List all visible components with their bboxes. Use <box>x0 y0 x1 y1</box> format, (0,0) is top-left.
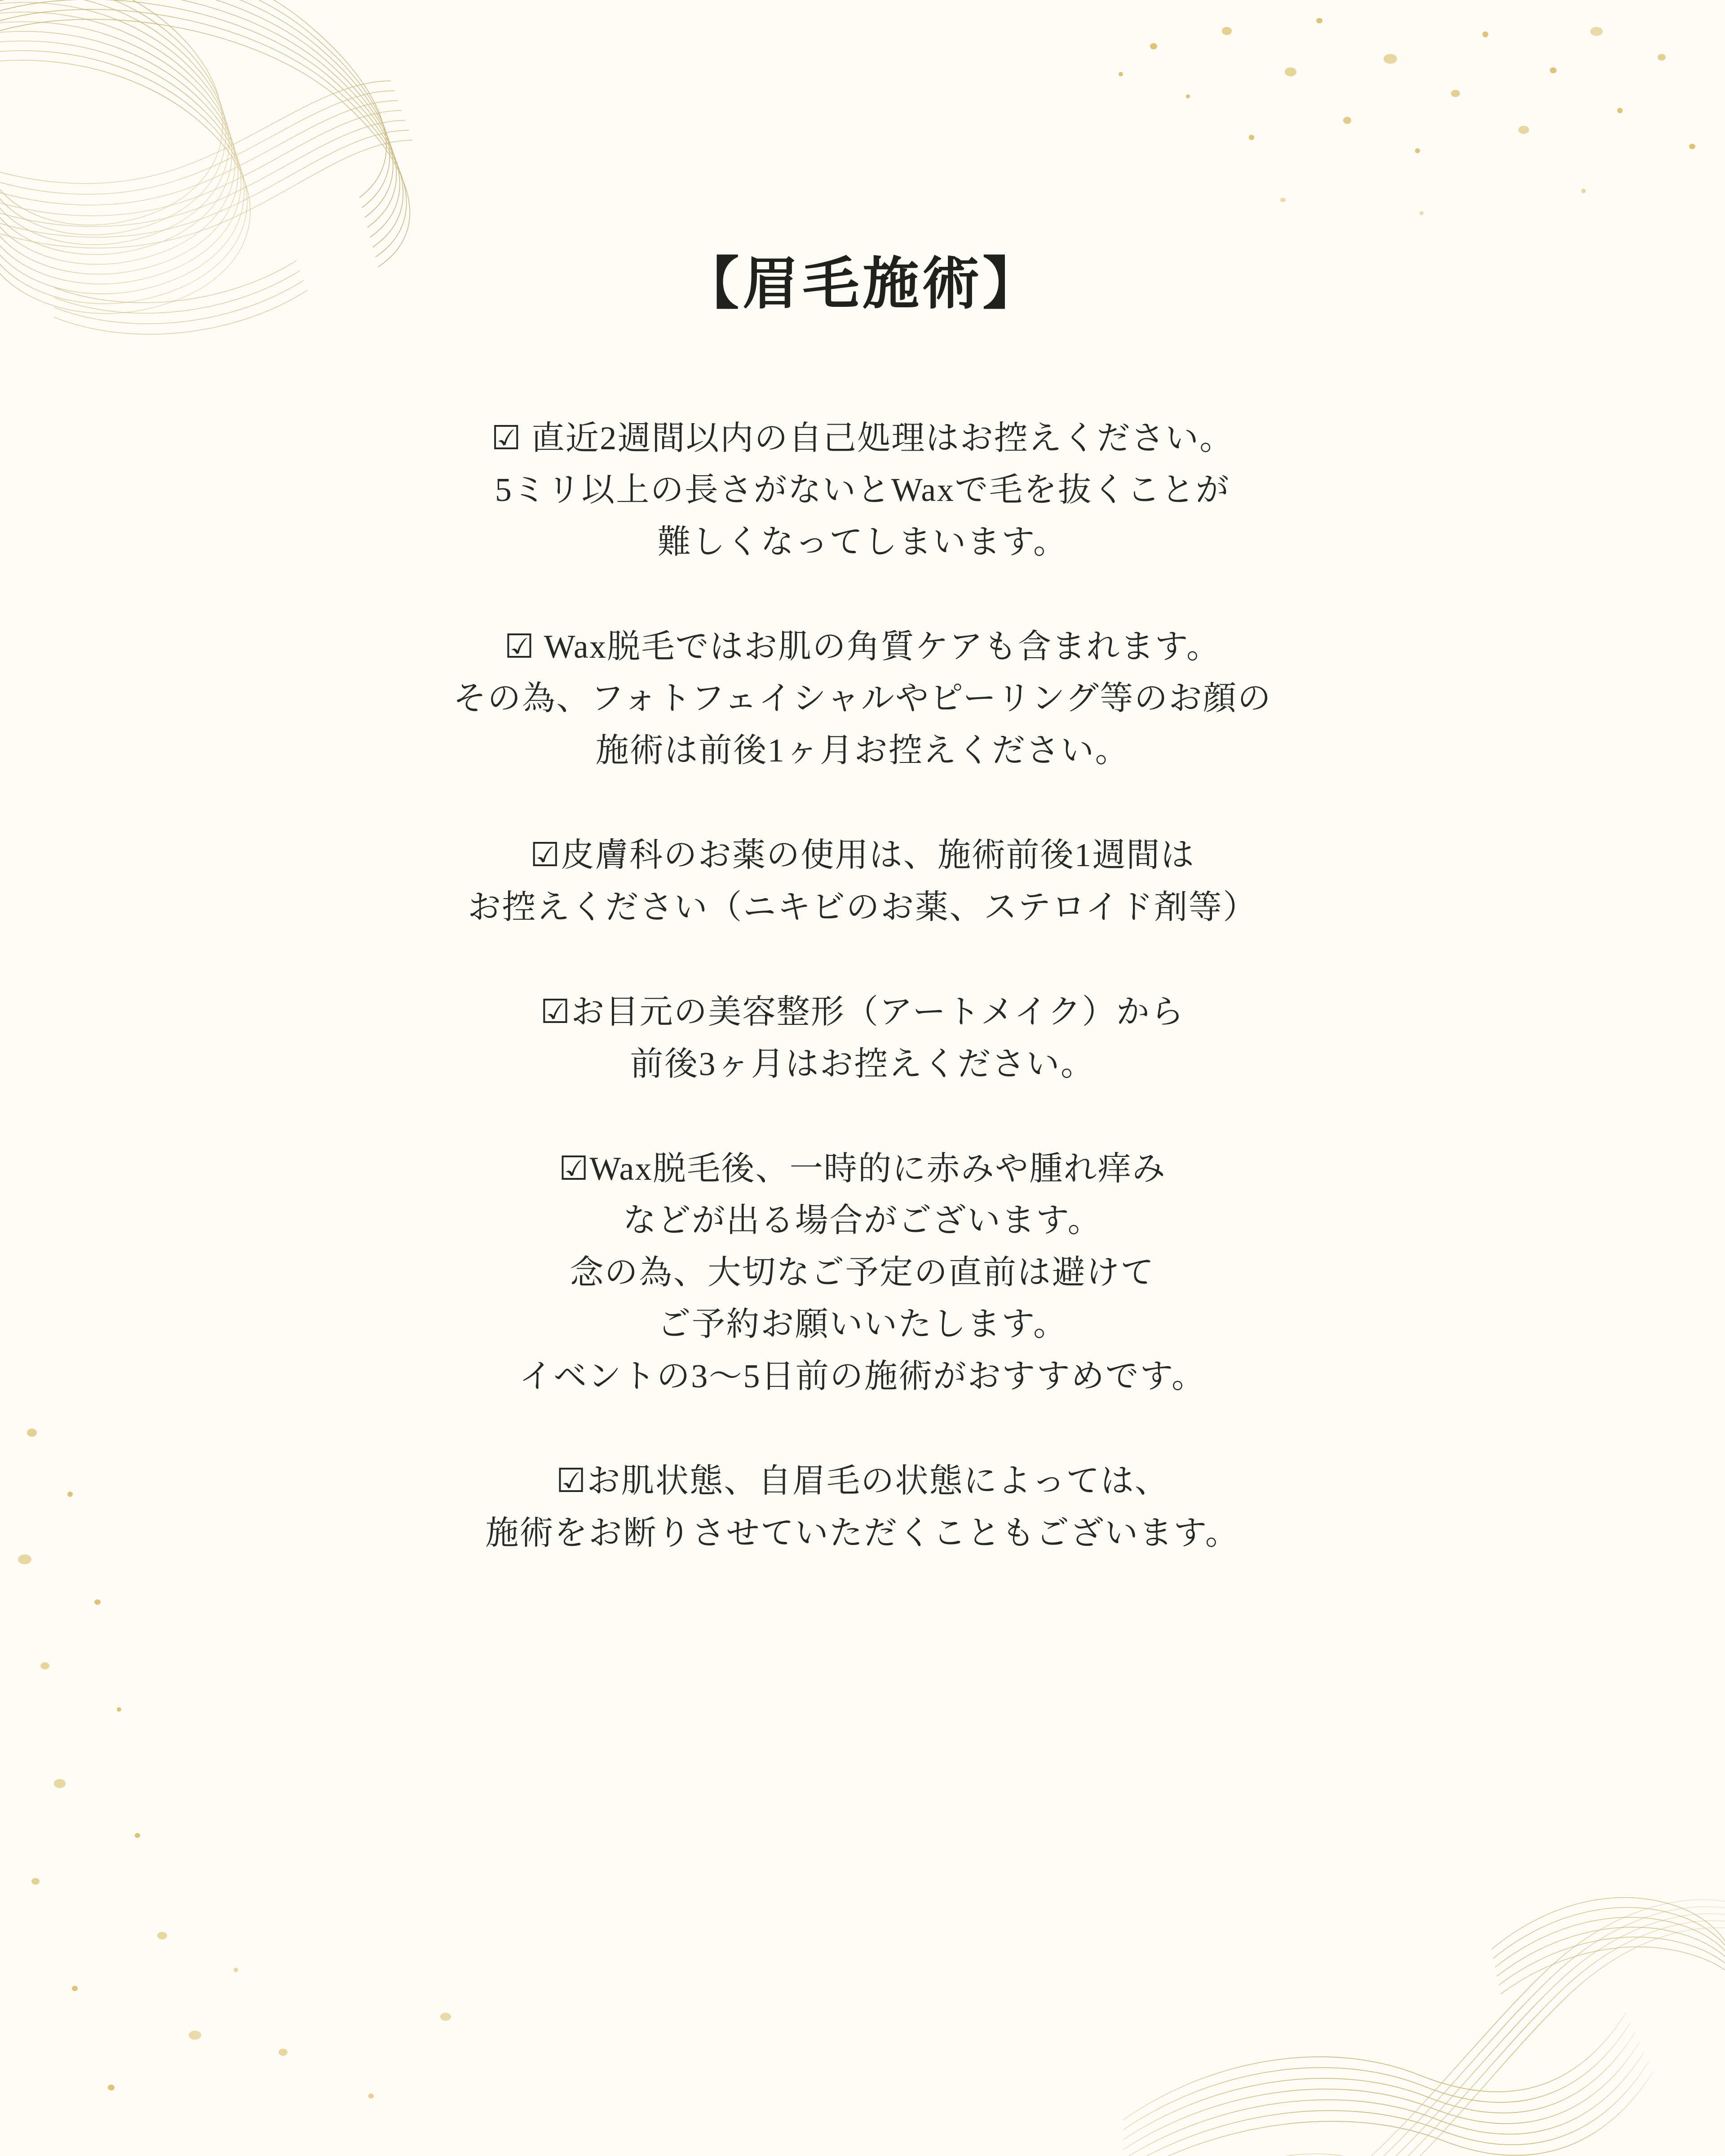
notice-line: ☑ 直近2週間以内の自己処理はお控えください。 <box>491 420 1234 457</box>
notice-line: ☑皮膚科のお薬の使用は、施術前後1週間は <box>530 837 1195 874</box>
notice-line: 施術は前後1ヶ月お控えください。 <box>595 732 1130 769</box>
notice-line: ご予約お願いいたします。 <box>657 1306 1068 1343</box>
notice-section-keratin-care <box>296 621 1429 777</box>
notice-section-after-wax <box>296 1143 1429 1403</box>
notice-line: お控えください（ニキビのお薬、ステロイド剤等） <box>468 889 1257 926</box>
gold-ribbon-bottom-right-decoration <box>1096 1716 1725 2156</box>
notice-line: その為、フォトフェイシャルやピーリング等のお顔の <box>453 680 1272 717</box>
notice-line: ☑お目元の美容整形（アートメイク）から <box>540 994 1185 1031</box>
notice-section-dermatology-medicine <box>296 830 1429 934</box>
notice-section-skin-condition <box>296 1456 1429 1559</box>
notice-line: 念の為、大切なご予定の直前は避けて <box>570 1254 1155 1291</box>
notice-line: などが出る場合がございます。 <box>623 1202 1102 1240</box>
notice-line: イベントの3〜5日前の施術がおすすめです。 <box>519 1358 1206 1395</box>
notice-line: 施術をお断りさせていただくこともございます。 <box>485 1514 1240 1552</box>
notice-line: 5ミリ以上の長さがないとWaxで毛を抜くことが <box>495 472 1230 509</box>
notice-section-cosmetic-surgery <box>296 987 1429 1090</box>
notice-line: 前後3ヶ月はお控えください。 <box>630 1045 1095 1083</box>
notice-list <box>296 319 1429 1559</box>
page-title: 【眉毛施術】 <box>682 253 1043 316</box>
notice-section-self-care <box>296 413 1429 568</box>
notice-line: ☑お肌状態、自眉毛の状態によっては、 <box>556 1463 1169 1500</box>
notice-line: ☑Wax脱毛後、一時的に赤みや腫れ痒み <box>558 1151 1167 1188</box>
notice-line: ☑ Wax脱毛ではお肌の角質ケアも含まれます。 <box>504 628 1221 665</box>
notice-line: 難しくなってしまいます。 <box>657 523 1068 561</box>
